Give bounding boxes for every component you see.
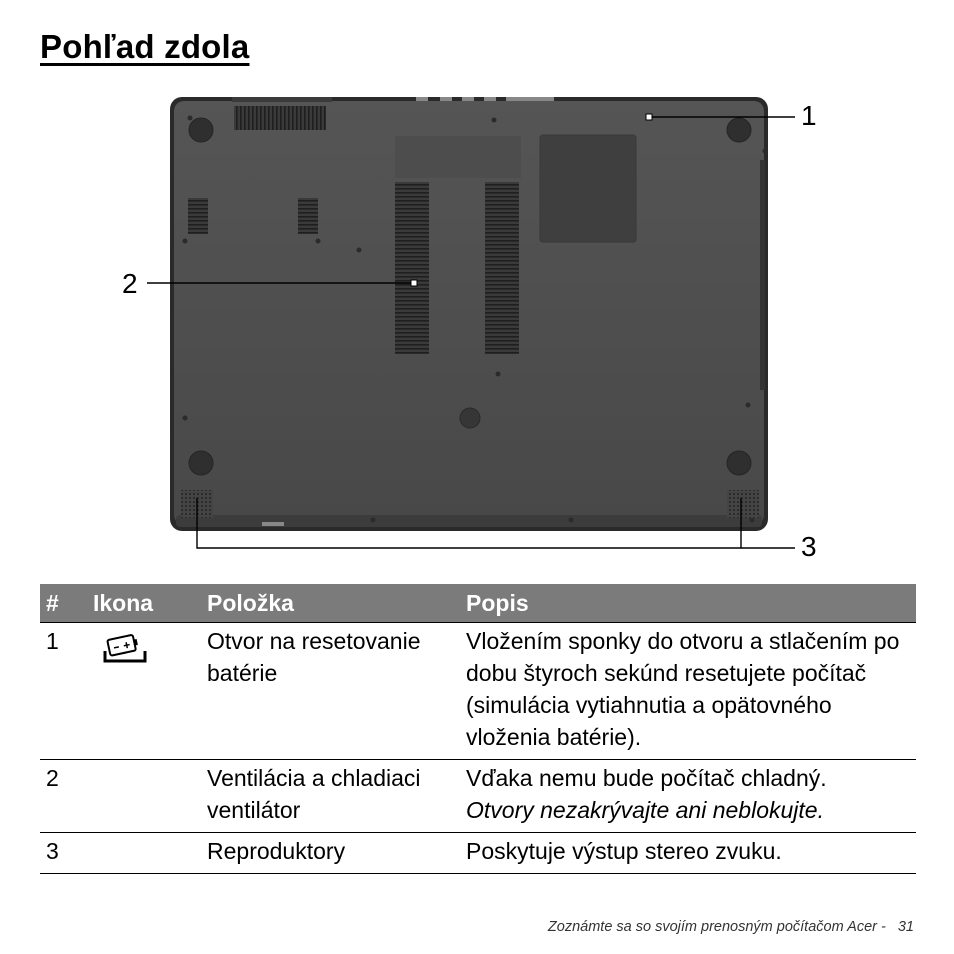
row-icon-cell: [87, 760, 201, 833]
fan-vent-right: [485, 182, 519, 354]
row-number: 1: [40, 623, 87, 760]
description-note: Otvory nezakrývajte ani neblokujte.: [466, 797, 824, 823]
header-description: Popis: [460, 584, 916, 623]
row-number: 2: [40, 760, 87, 833]
row-item: Reproduktory: [201, 833, 460, 874]
page-title: Pohľad zdola: [40, 28, 250, 65]
row-description: [460, 760, 916, 833]
table-row: [40, 760, 916, 833]
ram-cover: [540, 135, 636, 242]
page-footer: [548, 919, 914, 935]
callout-1: 1: [801, 100, 817, 131]
callout-3: 3: [801, 531, 817, 562]
row-icon-cell: [87, 833, 201, 874]
description-text: Vložením sponky do otvoru a stlačením po dobu štyroch sekúnd resetujete počítač (simulácia vytiahnutia a opätovného vloženia batérie).: [466, 628, 900, 750]
table-row: [40, 833, 916, 874]
table-row: [40, 623, 916, 760]
row-description: [460, 623, 916, 760]
row-icon-cell: [87, 623, 201, 760]
header-item: Položka: [201, 584, 460, 623]
battery-reset-hole: [646, 114, 652, 120]
top-vent: [234, 106, 326, 130]
description-text: Poskytuje výstup stereo zvuku.: [466, 838, 782, 864]
battery-reset-icon: [101, 631, 149, 667]
description-text: Vďaka nemu bude počítač chladný.: [466, 765, 827, 791]
header-icon: Ikona: [87, 584, 201, 623]
footer-text: Zoznámte sa so svojím prenosným počítačom Acer -: [547, 919, 886, 935]
row-item: Otvor na resetovanie batérie: [201, 623, 460, 760]
header-number: #: [40, 584, 87, 623]
component-table: [40, 584, 916, 874]
speaker-right: [727, 490, 759, 518]
table-header-row: [40, 584, 916, 623]
fan-vent-left: [395, 182, 429, 354]
callout-2: 2: [122, 268, 138, 299]
page-number: 31: [897, 919, 914, 935]
row-description: [460, 833, 916, 874]
row-number: 3: [40, 833, 87, 874]
row-item: Ventilácia a chladiaci ventilátor: [201, 760, 460, 833]
